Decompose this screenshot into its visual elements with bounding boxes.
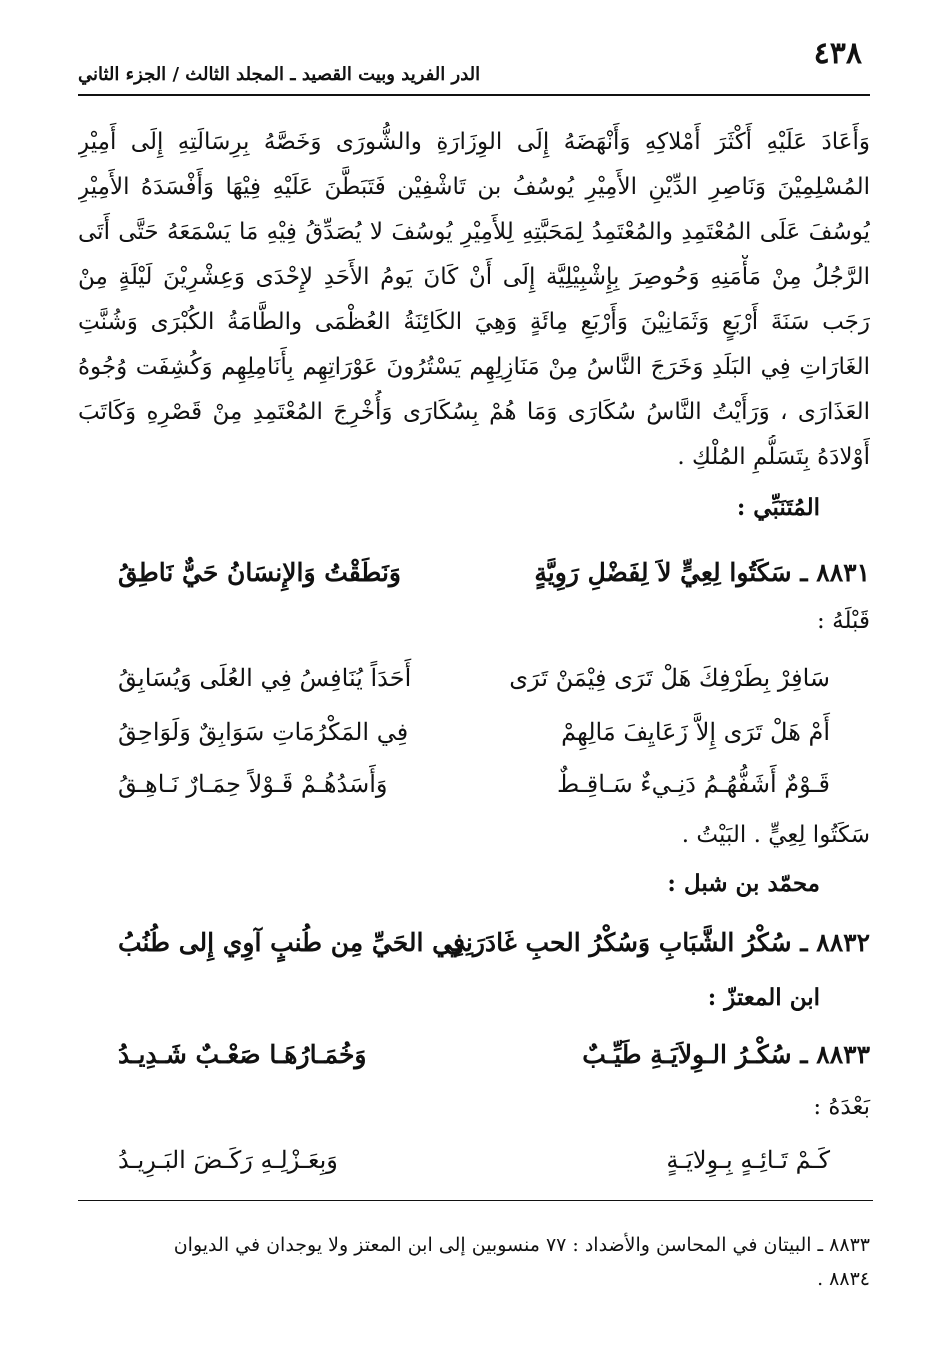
running-title: الدر الفريد وبيت القصيد ـ المجلد الثالث / الجزء الثاني — [78, 64, 481, 85]
poet-label-ibn-almutazz: ابن المعتزّ : — [707, 984, 820, 1011]
verse-hemistich-left: أَحَدَاً يُنَافِسُ فِي العُلَى وَيُسَابِقُ — [118, 664, 412, 692]
verse-line — [78, 770, 870, 810]
poet-label-ibn-shibl: محمّد بن شبل : — [667, 870, 820, 897]
verse-hemistich-left: وَبِعَـزْلِـهِ رَكَـضَ البَـرِيـدُ — [118, 1146, 338, 1174]
verse-line — [78, 664, 870, 704]
verse-hemistich-left: وَنَطَقْتُ وَالإِنسَانُ حَيٌّ نَاطِقُ — [118, 558, 401, 587]
verse-hemistich-right: سَافِرْ بِطَرْفِكَ هَلْ تَرَى فِيْمَنْ تَرَى — [509, 664, 830, 692]
prose-line: الغَارَاتِ فِي البَلَدِ وَخَرَجَ النَّاسُ مِنْ مَنَازِلِهِم يَسْتُرُونَ عَوْرَاتِهِم بِأَنَامِلِهِم وَكُشِفَت وُجُوهُ — [78, 354, 870, 380]
prose-line: المُسْلِمِيْنَ وَنَاصِرِ الدِّيْنِ الأَمِيْرِ يُوسُفُ بن تَاشْفِيْن فَتَبَطَّنَ عَلَيْهِ فِيْهَا وَأَفْسَدَهُ الأَمِيْرِ — [78, 174, 870, 200]
prose-line: رَجَب سَنَةَ أَرْبَعٍ وَثَمَانِيْنَ وَأَرْبَعِ مِائَةٍ وَهِيَ الكَائِنَةُ العُظْمَى والطَّامَةُ الكُبْرَى وَشُنَّتِ — [78, 309, 870, 335]
verse-8832 — [78, 928, 870, 968]
verse-hemistich-left: فِي المَكْرُمَاتِ سَوَابِقٌ وَلَوَاحِقُ — [118, 718, 409, 746]
page-header — [78, 30, 870, 92]
after-label: بَعْدَهُ : — [813, 1094, 870, 1120]
prose-line: أَوْلادَهُ بِتَسَلُّمِ المُلْكِ . — [677, 444, 870, 470]
verse-hemistich-right: ٨٨٣٢ ـ سُكْرُ الشَّبَابِ وَسُكْرُ الحبِ غَادَرَنِي — [445, 928, 870, 957]
prose-line: الرَّجُلُ مِنْ مَأْمَنِهِ وَحُوصِرَ بِإِشْبِيْلِيَّة إِلَى أَنْ كَانَ يَومُ الأَحَدِ لإِحْدَى وَعِشْرِيْنَ لَيْلَةٍ مِنْ — [78, 264, 870, 290]
before-label: قَبْلَهُ : — [817, 608, 870, 634]
verse-line — [78, 1146, 870, 1186]
verse-8831 — [78, 558, 870, 598]
verse-hemistich-right: قَـوْمٌ أَشَفُّهُـمُ دَنِـيءٌ سَـاقِـطٌ — [556, 770, 830, 798]
page-number: ٤٣٨ — [813, 36, 862, 71]
prose-paragraph — [78, 120, 870, 480]
poet-label-mutanabbi: المُتَنَبِّي : — [736, 494, 820, 521]
verse-hemistich-left: فِي الحَيِّ مِن طُنبٍ آوِي إِلى طُنُبُ — [118, 928, 465, 957]
closing-reference: سَكَتُوا لِعِيٍّ . البَيْتُ . — [681, 822, 870, 848]
verse-8833 — [78, 1040, 870, 1080]
verse-hemistich-right: ٨٨٣١ ـ سَكَتُوا لِعِيٍّ لاَ لِفَضْلِ رَوِيَّةٍ — [534, 558, 870, 587]
verse-hemistich-right: أَمْ هَلْ تَرَى إِلاَّ زَعَايِفَ مَالِهِمْ — [561, 718, 830, 746]
verse-hemistich-right: كَـمْ تَـائِـهٍ بِـوِلايَـةٍ — [666, 1146, 830, 1174]
verse-line — [78, 718, 870, 758]
footnote-divider — [78, 1200, 873, 1201]
footnote — [100, 1228, 870, 1296]
prose-line: العَذَارَى ، وَرَأَيْتُ النَّاسُ سُكَارَى وَمَا هُمْ بِسُكَارَى وَأُخْرِجَ المُعْتَمِدِ مِنْ قَصْرِهِ وَكَاتَبَ — [78, 399, 870, 425]
prose-line: وَأَعَادَ عَلَيْهِ أَكْثَرَ أَمْلاكِهِ وَأَنْهَضَهُ إِلَى الوِزَارَةِ والشُّورَى وَخَصَّهُ بِرِسَالَتِهِ إِلَى أَمِيْرِ — [78, 129, 870, 155]
verse-hemistich-right: ٨٨٣٣ ـ سُكْـرُ الـوِلاَيَـةِ طَيِّـبٌ — [582, 1040, 870, 1069]
footnote-line: ٨٨٣٤ . — [817, 1268, 870, 1290]
verse-hemistich-left: وَخُمَـارُهَـا صَعْـبٌ شَـدِيـدُ — [118, 1040, 367, 1069]
header-divider — [78, 94, 870, 96]
prose-line: يُوسُفَ عَلَى المُعْتَمِدِ والمُعْتَمِدُ لِمَحَبَّتِهِ لِلأَمِيْرِ يُوسُفَ لا يُصَدِّقُ فِيْهِ مَا يَسْمَعَهُ حَتَّى أَتَى — [78, 219, 870, 245]
verse-hemistich-left: وَأَسَدُهُـمْ قَـوْلاً حِمَـارٌ نَـاهِـقُ — [118, 770, 388, 798]
footnote-line: ٨٨٣٣ ـ البيتان في المحاسن والأضداد : ٧٧ منسوبين إلى ابن المعتز ولا يوجدان في الديوان — [173, 1234, 870, 1256]
